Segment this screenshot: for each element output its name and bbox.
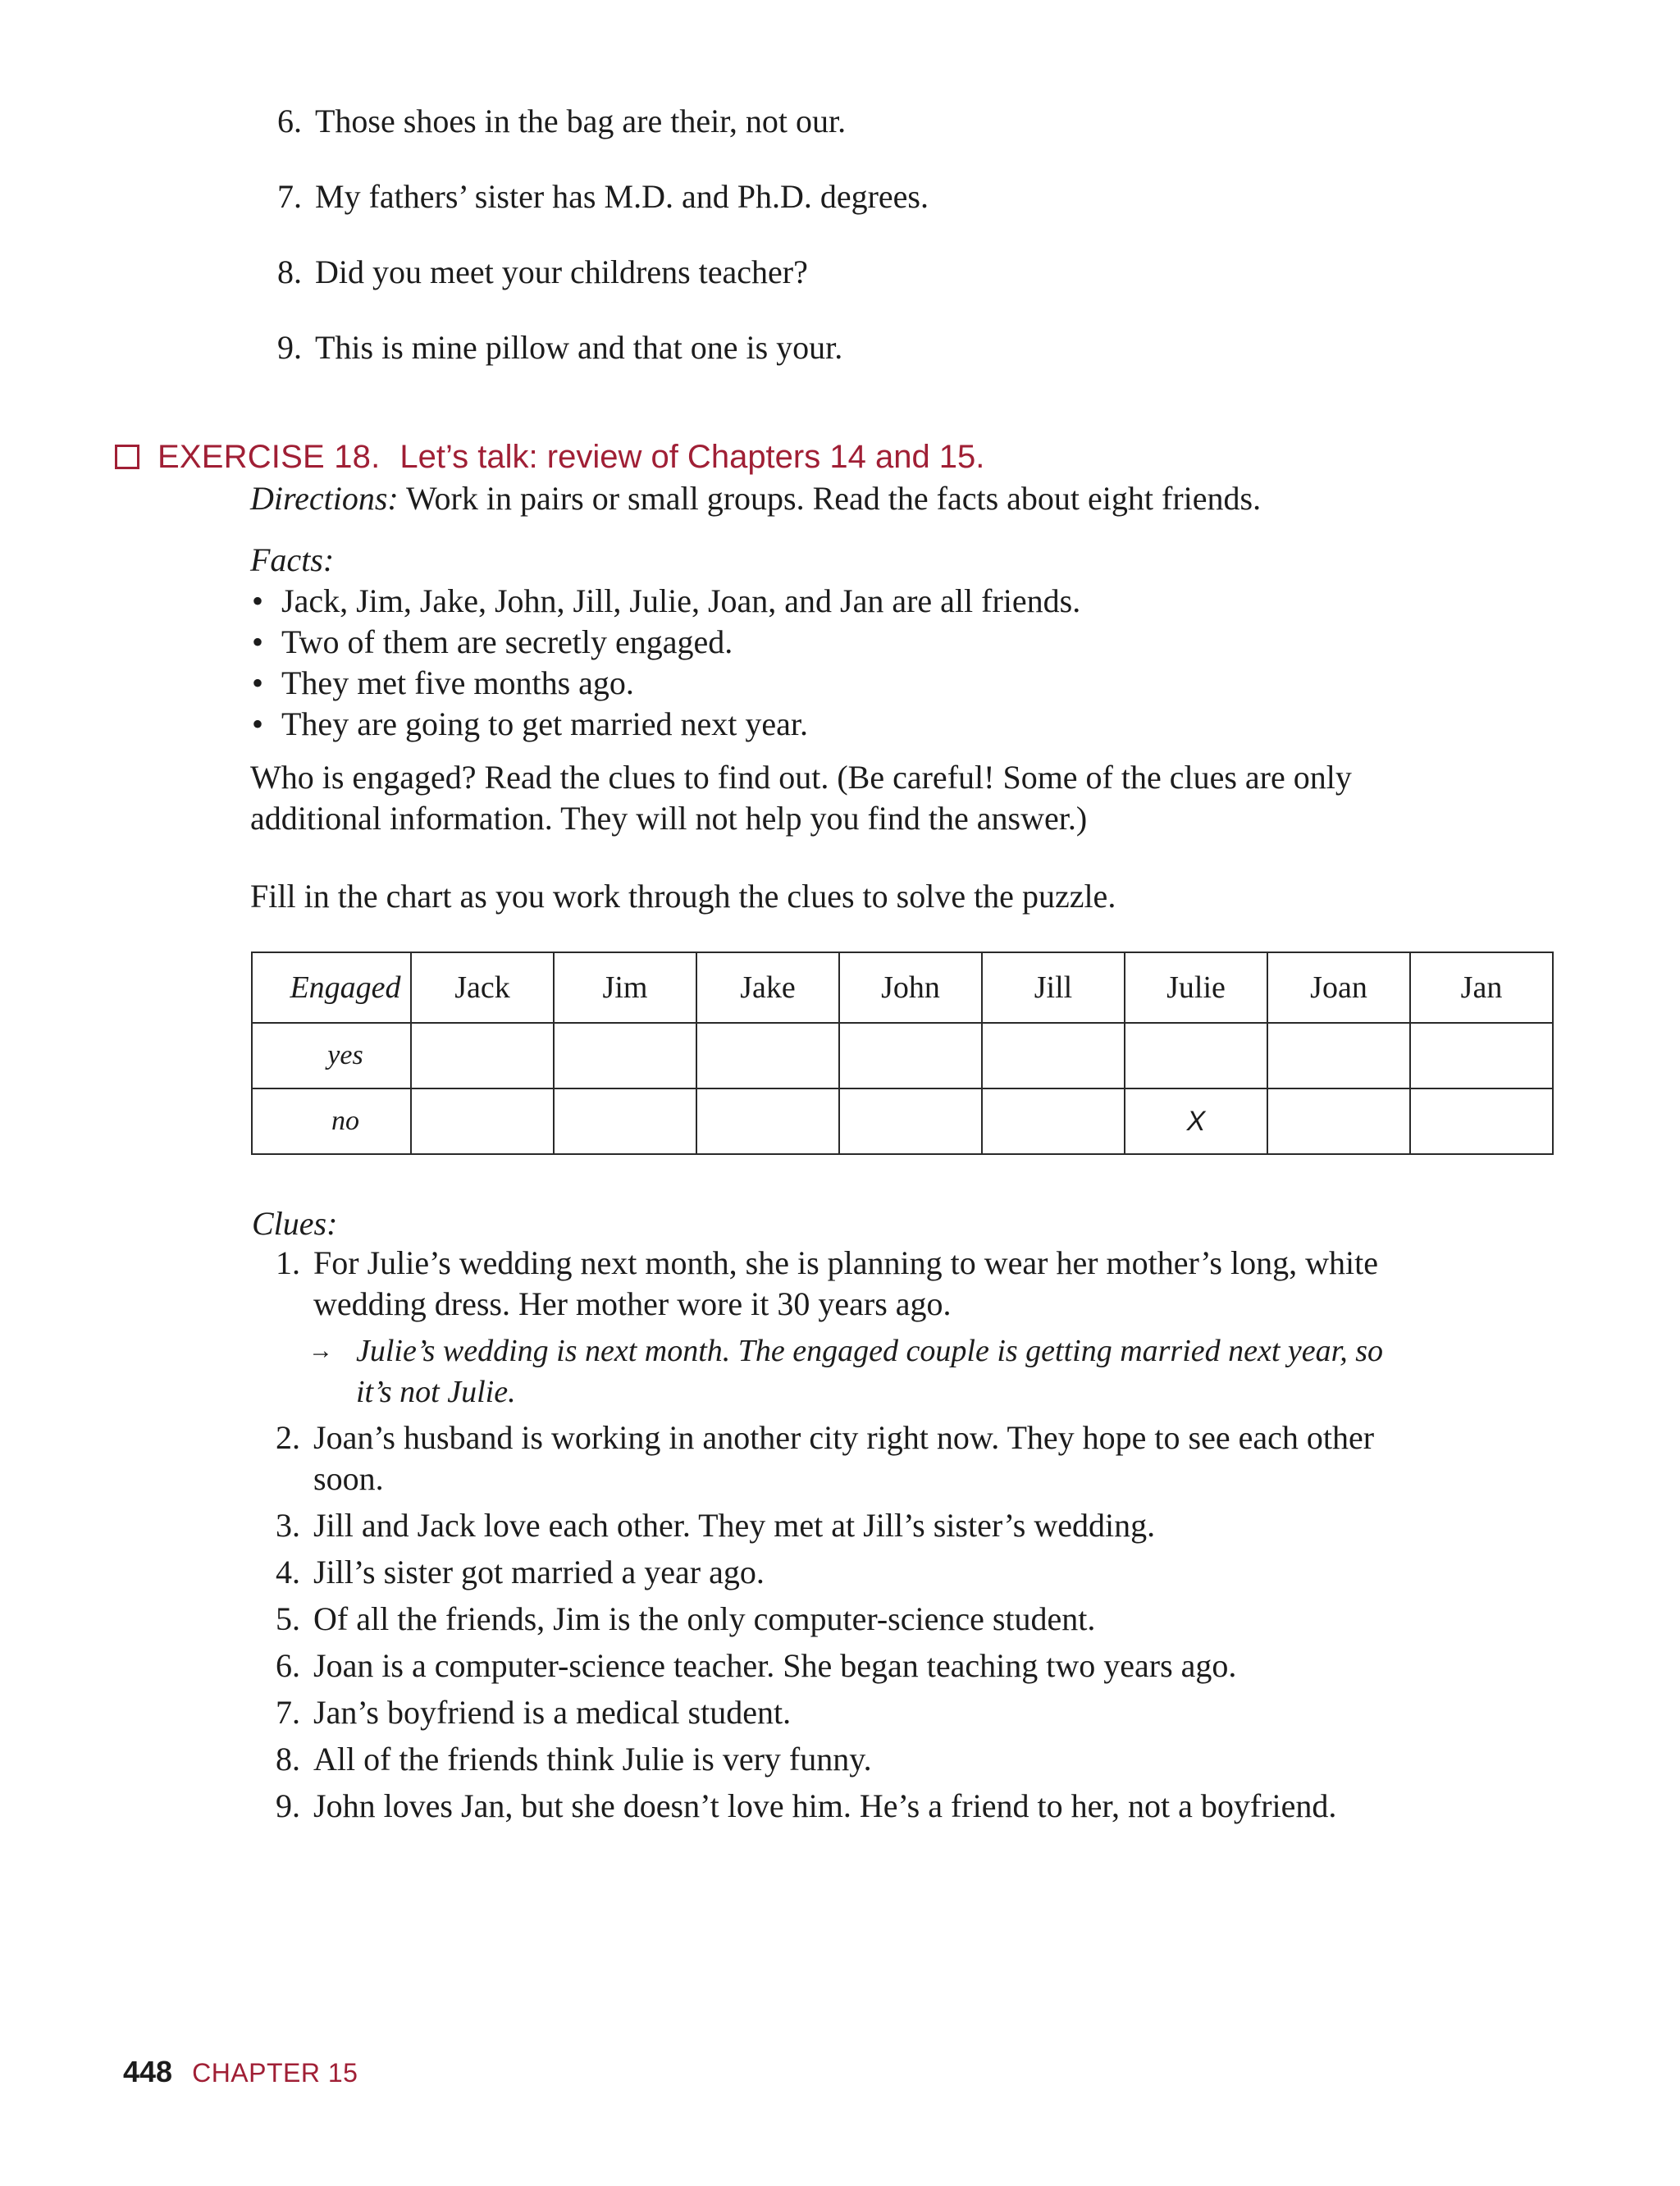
header-cell: Jim: [554, 952, 696, 1023]
chart-cell[interactable]: [411, 1023, 554, 1088]
fact-item: • They are going to get married next year.: [250, 704, 1563, 745]
directions: [250, 478, 1563, 519]
clue-item: 8. All of the friends think Julie is very funny.: [276, 1741, 872, 1778]
previous-exercise-list: [259, 98, 1572, 400]
header-cell: Jack: [411, 952, 554, 1023]
list-item: 6. Those shoes in the bag are their, not our.: [277, 103, 847, 139]
header-cell: Julie: [1125, 952, 1267, 1023]
engaged-chart: [251, 952, 1554, 1155]
header-cell: Jan: [1410, 952, 1553, 1023]
exercise-header: [115, 435, 984, 479]
row-label: yes: [252, 1023, 411, 1088]
chapter-label: CHAPTER 15: [192, 2058, 358, 2088]
facts-section: [250, 540, 1563, 745]
chart-cell[interactable]: [1267, 1088, 1410, 1154]
list-item: 8. Did you meet your childrens teacher?: [277, 253, 808, 290]
chart-cell[interactable]: [1410, 1088, 1553, 1154]
table-row: [252, 1088, 1553, 1154]
facts-list: [250, 581, 1563, 745]
clues-label: Clues:: [252, 1205, 338, 1242]
page-number: 448: [123, 2055, 173, 2088]
exercise-checkbox[interactable]: [115, 445, 139, 469]
chart-cell[interactable]: [1267, 1023, 1410, 1088]
clue-item: 6. Joan is a computer-science teacher. She began teaching two years ago.: [276, 1647, 1237, 1684]
chart-instruction: Fill in the chart as you work through the clues to solve the puzzle.: [250, 878, 1116, 915]
header-cell: John: [839, 952, 982, 1023]
directions-text: Work in pairs or small groups. Read the facts about eight friends.: [405, 480, 1262, 517]
clue-item: 7. Jan’s boyfriend is a medical student.: [276, 1694, 792, 1731]
clue-item: 9. John loves Jan, but she doesn’t love him. He’s a friend to her, not a boyfriend.: [276, 1787, 1337, 1824]
table-row: [252, 1023, 1553, 1088]
clue-item: 2. Joan’s husband is working in another city right now. They hope to see each other soon.: [276, 1419, 1375, 1497]
exercise-title: Let’s talk: review of Chapters 14 and 15.: [399, 438, 985, 475]
list-item: 7. My fathers’ sister has M.D. and Ph.D. degrees.: [277, 178, 929, 215]
header-cell: Engaged: [252, 952, 411, 1023]
chart-cell[interactable]: [696, 1088, 839, 1154]
question-paragraph: Who is engaged? Read the clues to find out. (Be careful! Some of the clues are only additional information. They will not help you find the answer.): [250, 759, 1352, 837]
fact-item: • Two of them are secretly engaged.: [250, 622, 1563, 663]
clue-item: 4. Jill’s sister got married a year ago.: [276, 1554, 765, 1590]
facts-label: Facts:: [250, 541, 335, 578]
chart-cell-marked[interactable]: X: [1125, 1088, 1267, 1154]
header-cell: Joan: [1267, 952, 1410, 1023]
chart-cell[interactable]: [839, 1023, 982, 1088]
header-cell: Jake: [696, 952, 839, 1023]
page-footer: [123, 2055, 358, 2089]
chart-cell[interactable]: [1410, 1023, 1553, 1088]
clue-item: 1. For Julie’s wedding next month, she is planning to wear her mother’s long, white wedding dress. Her mother wore it 30 years ago.: [276, 1244, 1378, 1322]
header-cell: Jill: [982, 952, 1125, 1023]
fact-item: • Jack, Jim, Jake, John, Jill, Julie, Joan, and Jan are all friends.: [250, 581, 1563, 622]
exercise-label: EXERCISE 18.: [158, 438, 381, 475]
clues-list: [261, 1243, 1541, 1832]
list-item: 9. This is mine pillow and that one is your.: [277, 329, 843, 366]
chart-cell[interactable]: [982, 1023, 1125, 1088]
chart-cell[interactable]: [554, 1023, 696, 1088]
directions-label: Directions:: [250, 480, 399, 517]
clue-item: 5. Of all the friends, Jim is the only computer-science student.: [276, 1600, 1096, 1637]
arrow-icon: →: [308, 1337, 333, 1364]
chart-cell[interactable]: [1125, 1023, 1267, 1088]
example-answer: → Julie’s wedding is next month. The engaged couple is getting married next year, so it’s not Julie.: [308, 1330, 1541, 1412]
chart-cell[interactable]: [411, 1088, 554, 1154]
chart-cell[interactable]: [696, 1023, 839, 1088]
row-label: no: [252, 1088, 411, 1154]
chart-cell[interactable]: [554, 1088, 696, 1154]
fact-item: • They met five months ago.: [250, 663, 1563, 704]
clue-item: 3. Jill and Jack love each other. They met at Jill’s sister’s wedding.: [276, 1507, 1156, 1544]
chart-cell[interactable]: [839, 1088, 982, 1154]
table-header-row: [252, 952, 1553, 1023]
chart-cell[interactable]: [982, 1088, 1125, 1154]
